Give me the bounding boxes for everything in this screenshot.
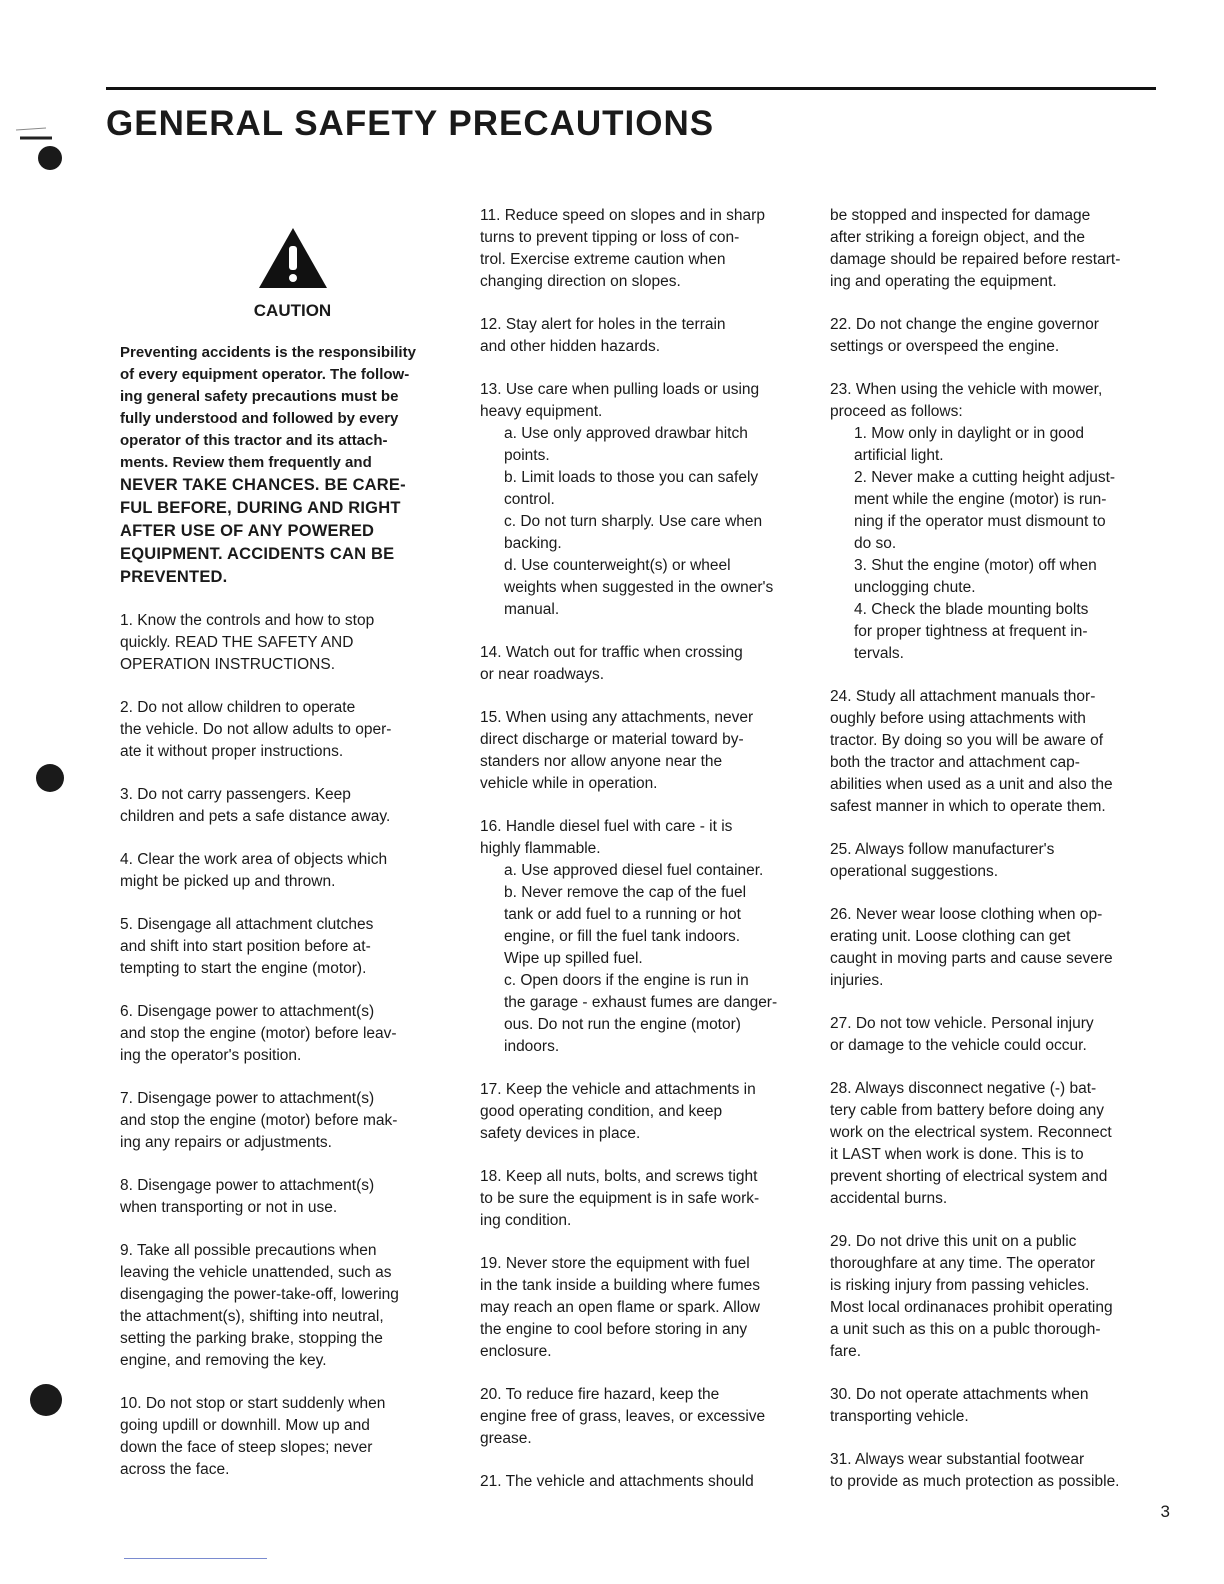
text-line: turns to prevent tipping or loss of con-	[480, 229, 740, 246]
text-line: ing condition.	[480, 1212, 572, 1229]
precaution-item	[480, 1166, 815, 1232]
text-line: trol. Exercise extreme caution when	[480, 251, 726, 268]
top-rule	[106, 87, 1156, 90]
caution-block	[120, 226, 465, 322]
precaution-item	[480, 642, 815, 686]
warning-triangle-icon	[257, 226, 329, 290]
text-line: tery cable from battery before doing any	[830, 1102, 1104, 1119]
text-line: 27. Do not tow vehicle. Personal injury	[830, 1015, 1094, 1032]
text-line: ing and operating the equipment.	[830, 273, 1057, 290]
text-line: safety devices in place.	[480, 1125, 641, 1142]
precaution-item	[830, 1231, 1175, 1363]
precaution-subitem	[830, 599, 1175, 665]
text-line: quickly. READ THE SAFETY AND	[120, 634, 354, 651]
precaution-subitem	[830, 555, 1175, 599]
text-line: standers nor allow anyone near the	[480, 753, 723, 770]
precaution-item	[480, 1079, 815, 1145]
text-line: 9. Take all possible precautions when	[120, 1242, 377, 1259]
text-line: is risking injury from passing vehicles.	[830, 1277, 1090, 1294]
text-line: c. Open doors if the engine is run in	[504, 972, 749, 989]
precaution-item	[830, 314, 1175, 358]
text-line: 3. Do not carry passengers. Keep	[120, 786, 351, 803]
text-line: abilities when used as a unit and also the	[830, 776, 1113, 793]
text-line: 6. Disengage power to attachment(s)	[120, 1003, 375, 1020]
text-line: across the face.	[120, 1461, 230, 1478]
text-line: proceed as follows:	[830, 403, 963, 420]
caution-caps-line: AFTER USE OF ANY POWERED	[120, 522, 375, 540]
text-line: tempting to start the engine (motor).	[120, 960, 367, 977]
text-line: indoors.	[504, 1038, 560, 1055]
text-line: Most local ordinanaces prohibit operating	[830, 1299, 1113, 1316]
precaution-item	[120, 610, 465, 676]
text-line: setting the parking brake, stopping the	[120, 1330, 383, 1347]
text-line: heavy equipment.	[480, 403, 603, 420]
text-line: unclogging chute.	[854, 579, 976, 596]
text-line: engine free of grass, leaves, or excessive	[480, 1408, 766, 1425]
column-left	[120, 226, 465, 1502]
text-line: 22. Do not change the engine governor	[830, 316, 1099, 333]
text-line: leaving the vehicle unattended, such as	[120, 1264, 392, 1281]
text-line: 26. Never wear loose clothing when op-	[830, 906, 1103, 923]
text-line: weights when suggested in the owner's	[504, 579, 774, 596]
text-line: of every equipment operator. The follow-	[120, 366, 410, 383]
precaution-item	[480, 379, 815, 621]
text-line: the attachment(s), shifting into neutral,	[120, 1308, 384, 1325]
precaution-subitem	[830, 423, 1175, 467]
text-line: the vehicle. Do not allow adults to oper-	[120, 721, 392, 738]
caution-intro	[120, 342, 465, 589]
text-line: 12. Stay alert for holes in the terrain	[480, 316, 726, 333]
text-line: 29. Do not drive this unit on a public	[830, 1233, 1077, 1250]
binder-hole-mark-bottom	[18, 1370, 68, 1430]
text-line: ing the operator's position.	[120, 1047, 302, 1064]
text-line: control.	[504, 491, 555, 508]
text-line: the engine to cool before storing in any	[480, 1321, 748, 1338]
precaution-item	[830, 1013, 1175, 1057]
precaution-item	[120, 1001, 465, 1067]
text-line: and stop the engine (motor) before mak-	[120, 1112, 398, 1129]
text-line: ous. Do not run the engine (motor)	[504, 1016, 741, 1033]
precaution-item	[120, 784, 465, 828]
text-line: 8. Disengage power to attachment(s)	[120, 1177, 375, 1194]
text-line: a. Use only approved drawbar hitch	[504, 425, 748, 442]
caution-caps-line: FUL BEFORE, DURING AND RIGHT	[120, 499, 401, 517]
text-line: 25. Always follow manufacturer's	[830, 841, 1055, 858]
precaution-subitem	[830, 467, 1175, 555]
text-line: ning if the operator must dismount to	[854, 513, 1106, 530]
text-line: caught in moving parts and cause severe	[830, 950, 1113, 967]
text-line: 4. Check the blade mounting bolts	[854, 601, 1089, 618]
text-line: work on the electrical system. Reconnect	[830, 1124, 1112, 1141]
text-line: disengaging the power-take-off, lowering	[120, 1286, 399, 1303]
text-line: 14. Watch out for traffic when crossing	[480, 644, 743, 661]
caution-caps-line: PREVENTED.	[120, 568, 228, 586]
text-line: 21. The vehicle and attachments should	[480, 1473, 754, 1490]
text-line: and other hidden hazards.	[480, 338, 661, 355]
text-line: the garage - exhaust fumes are danger-	[504, 994, 778, 1011]
text-line: and stop the engine (motor) before leav-	[120, 1025, 397, 1042]
precaution-item	[830, 1384, 1175, 1428]
binder-hole-mark-middle	[26, 750, 76, 800]
text-line: ing general safety precautions must be	[120, 388, 399, 405]
text-line: 31. Always wear substantial footwear	[830, 1451, 1085, 1468]
text-line: 11. Reduce speed on slopes and in sharp	[480, 207, 765, 224]
text-line: vehicle while in operation.	[480, 775, 658, 792]
text-line: 16. Handle diesel fuel with care - it is	[480, 818, 733, 835]
text-line: both the tractor and attachment cap-	[830, 754, 1080, 771]
precaution-subitem	[480, 511, 815, 555]
text-line: 20. To reduce fire hazard, keep the	[480, 1386, 720, 1403]
text-line: to provide as much protection as possible.	[830, 1473, 1120, 1490]
precaution-item	[120, 1240, 465, 1372]
text-line: children and pets a safe distance away.	[120, 808, 391, 825]
precaution-subitem	[480, 423, 815, 467]
text-line: it LAST when work is done. This is to	[830, 1146, 1084, 1163]
text-line: down the face of steep slopes; never	[120, 1439, 373, 1456]
text-line: and shift into start position before at-	[120, 938, 371, 955]
text-line: tervals.	[854, 645, 904, 662]
precaution-subitem	[480, 882, 815, 970]
text-line: a. Use approved diesel fuel container.	[504, 862, 764, 879]
text-line: points.	[504, 447, 550, 464]
precaution-item	[480, 1253, 815, 1363]
text-line: 19. Never store the equipment with fuel	[480, 1255, 750, 1272]
precaution-item	[830, 379, 1175, 665]
text-line: may reach an open flame or spark. Allow	[480, 1299, 760, 1316]
precaution-item	[480, 1471, 815, 1493]
text-line: 17. Keep the vehicle and attachments in	[480, 1081, 756, 1098]
text-line: fully understood and followed by every	[120, 410, 399, 427]
text-line: transporting vehicle.	[830, 1408, 969, 1425]
precaution-item	[830, 904, 1175, 992]
text-line: oughly before using attachments with	[830, 710, 1086, 727]
text-line: b. Limit loads to those you can safely	[504, 469, 759, 486]
text-line: 5. Disengage all attachment clutches	[120, 916, 374, 933]
precaution-item	[480, 314, 815, 358]
text-line: going updill or downhill. Mow up and	[120, 1417, 370, 1434]
text-line: 30. Do not operate attachments when	[830, 1386, 1089, 1403]
precautions-list-left	[120, 610, 465, 1481]
text-line: to be sure the equipment is in safe work-	[480, 1190, 760, 1207]
binder-hole-mark-top	[6, 116, 66, 186]
text-line: c. Do not turn sharply. Use care when	[504, 513, 763, 530]
precaution-item	[480, 707, 815, 795]
column-middle	[480, 205, 815, 1514]
text-line: d. Use counterweight(s) or wheel	[504, 557, 731, 574]
text-line: operator of this tractor and its attach-	[120, 432, 388, 449]
precaution-subitem	[480, 555, 815, 621]
precaution-item	[830, 1449, 1175, 1493]
caution-caps-line: NEVER TAKE CHANCES. BE CARE-	[120, 476, 406, 494]
text-line: safest manner in which to operate them.	[830, 798, 1106, 815]
text-line: 2. Do not allow children to operate	[120, 699, 356, 716]
text-line: manual.	[504, 601, 560, 618]
text-line: 1. Mow only in daylight or in good	[854, 425, 1085, 442]
text-line: engine, or fill the fuel tank indoors.	[504, 928, 741, 945]
text-line: OPERATION INSTRUCTIONS.	[120, 656, 336, 673]
text-line: 13. Use care when pulling loads or using	[480, 381, 760, 398]
precaution-item	[120, 1175, 465, 1219]
text-line: for proper tightness at frequent in-	[854, 623, 1088, 640]
text-line: 15. When using any attachments, never	[480, 709, 754, 726]
text-line: erating unit. Loose clothing can get	[830, 928, 1071, 945]
text-line: be stopped and inspected for damage	[830, 207, 1091, 224]
text-line: direct discharge or material toward by-	[480, 731, 744, 748]
text-line: or near roadways.	[480, 666, 605, 683]
precaution-item	[480, 205, 815, 293]
text-line: ing any repairs or adjustments.	[120, 1134, 332, 1151]
text-line: prevent shorting of electrical system and	[830, 1168, 1108, 1185]
text-line: thoroughfare at any time. The operator	[830, 1255, 1096, 1272]
text-line: damage should be repaired before restart-	[830, 251, 1121, 268]
text-line: 10. Do not stop or start suddenly when	[120, 1395, 386, 1412]
text-line: settings or overspeed the engine.	[830, 338, 1060, 355]
text-line: ments. Review them frequently and	[120, 454, 372, 471]
precaution-item	[480, 816, 815, 1058]
text-line: engine, and removing the key.	[120, 1352, 327, 1369]
text-line: ment while the engine (motor) is run-	[854, 491, 1107, 508]
text-line: 4. Clear the work area of objects which	[120, 851, 388, 868]
text-line: when transporting or not in use.	[120, 1199, 338, 1216]
precaution-item	[120, 914, 465, 980]
precaution-item	[120, 1088, 465, 1154]
text-line: b. Never remove the cap of the fuel	[504, 884, 747, 901]
precaution-item	[480, 1384, 815, 1450]
text-line: might be picked up and thrown.	[120, 873, 336, 890]
precaution-item	[830, 839, 1175, 883]
text-line: artificial light.	[854, 447, 944, 464]
precaution-subitem	[480, 970, 815, 1058]
text-line: tractor. By doing so you will be aware of	[830, 732, 1104, 749]
precaution-subitem	[480, 467, 815, 511]
text-line: in the tank inside a building where fumes	[480, 1277, 761, 1294]
precaution-item	[120, 697, 465, 763]
precaution-item	[120, 1393, 465, 1481]
text-line: Preventing accidents is the responsibility	[120, 344, 416, 361]
text-line: 2. Never make a cutting height adjust-	[854, 469, 1116, 486]
text-line: operational suggestions.	[830, 863, 999, 880]
precaution-subitem	[480, 860, 815, 882]
precaution-item	[830, 686, 1175, 818]
text-line: highly flammable.	[480, 840, 601, 857]
text-line: a unit such as this on a publc thorough-	[830, 1321, 1101, 1338]
text-line: 3. Shut the engine (motor) off when	[854, 557, 1097, 574]
page-number: 3	[1160, 1502, 1170, 1521]
text-line: grease.	[480, 1430, 532, 1447]
precaution-item	[830, 205, 1175, 293]
precaution-item	[120, 849, 465, 893]
text-line: good operating condition, and keep	[480, 1103, 723, 1120]
text-line: 18. Keep all nuts, bolts, and screws tight	[480, 1168, 758, 1185]
text-line: enclosure.	[480, 1343, 552, 1360]
text-line: fare.	[830, 1343, 862, 1360]
text-line: ate it without proper instructions.	[120, 743, 344, 760]
text-line: injuries.	[830, 972, 884, 989]
footer-line	[124, 1558, 267, 1559]
caution-label: CAUTION	[253, 301, 332, 320]
page-title: GENERAL SAFETY PRECAUTIONS	[106, 104, 715, 143]
column-right	[830, 205, 1175, 1514]
text-line: 7. Disengage power to attachment(s)	[120, 1090, 375, 1107]
text-line: tank or add fuel to a running or hot	[504, 906, 741, 923]
text-line: 28. Always disconnect negative (-) bat-	[830, 1080, 1097, 1097]
text-line: 23. When using the vehicle with mower,	[830, 381, 1103, 398]
text-line: 24. Study all attachment manuals thor-	[830, 688, 1096, 705]
text-line: accidental burns.	[830, 1190, 948, 1207]
text-line: or damage to the vehicle could occur.	[830, 1037, 1087, 1054]
text-line: do so.	[854, 535, 897, 552]
caution-caps-line: EQUIPMENT. ACCIDENTS CAN BE	[120, 545, 395, 563]
text-line: changing direction on slopes.	[480, 273, 681, 290]
text-line: after striking a foreign object, and the	[830, 229, 1086, 246]
text-line: 1. Know the controls and how to stop	[120, 612, 375, 629]
text-line: Wipe up spilled fuel.	[504, 950, 643, 967]
precaution-item	[830, 1078, 1175, 1210]
text-line: backing.	[504, 535, 562, 552]
